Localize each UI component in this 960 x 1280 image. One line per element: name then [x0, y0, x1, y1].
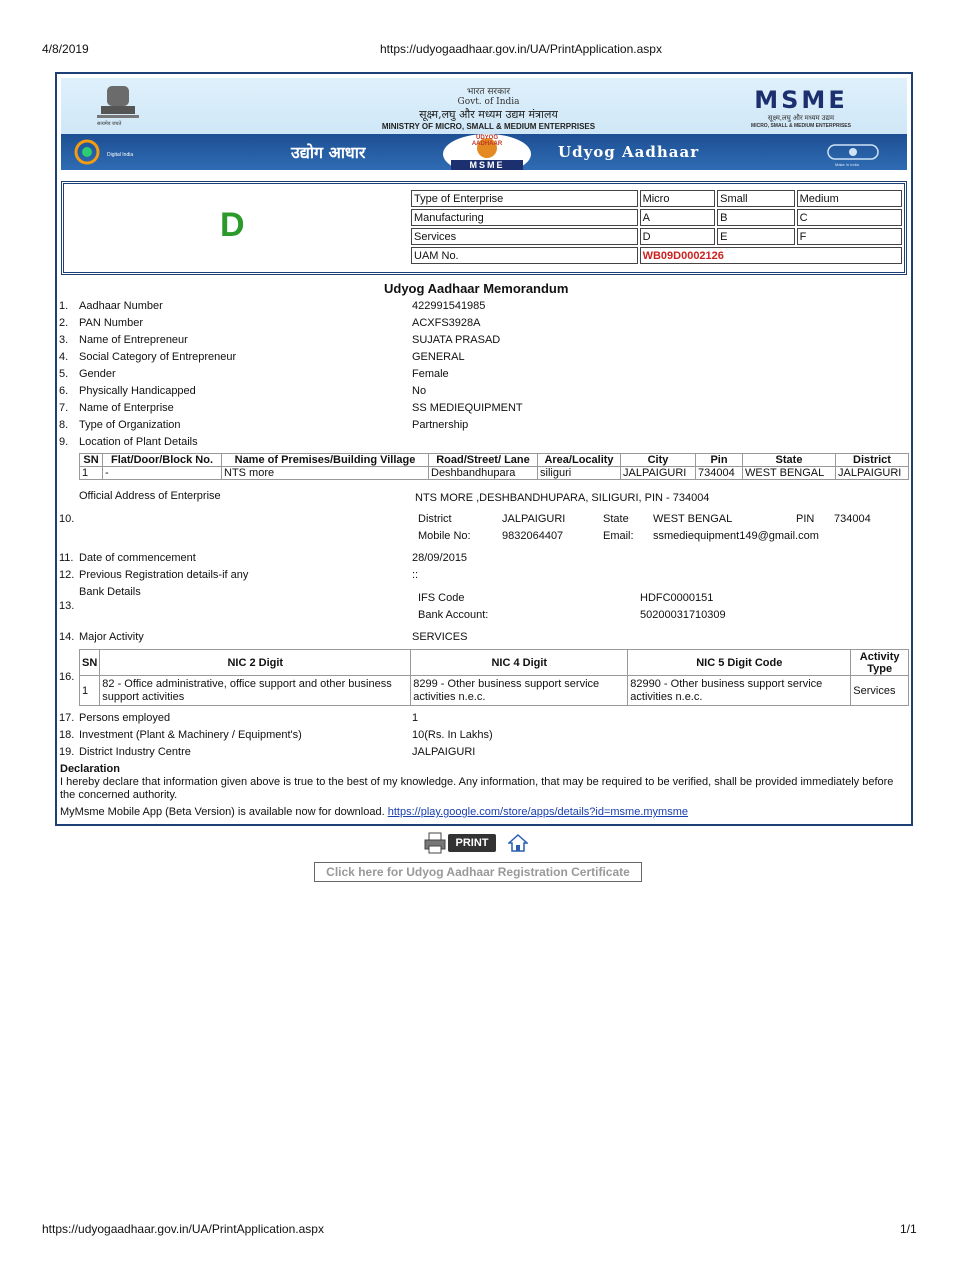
classification-row	[411, 209, 902, 226]
official-address-value: NTS MORE ,DESHBANDHUPARA, SILIGURI, PIN - 734004	[415, 492, 710, 504]
udyog-aadhaar-english: Udyog Aadhaar	[558, 143, 700, 161]
declaration-text: I hereby declare that information given above is true to the best of my knowledge. Any information, that may be required to be verified, shall be provided immediately before the concerned authority.	[60, 776, 894, 801]
memorandum-frame	[55, 72, 913, 826]
msme-subtitle: MICRO, SMALL & MEDIUM ENTERPRISES	[751, 123, 851, 129]
field-label: Physically Handicapped	[79, 385, 196, 397]
home-icon[interactable]	[508, 833, 528, 853]
column-header: NIC 2 Digit	[100, 650, 411, 676]
enterprise-classification-box	[61, 181, 907, 275]
field-label: Investment (Plant & Machinery / Equipment's)	[79, 729, 302, 741]
field-value: Partnership	[412, 419, 469, 431]
field-no: 19.	[59, 746, 75, 758]
udyog-aadhaar-band	[61, 134, 907, 170]
field-value: SERVICES	[412, 631, 468, 643]
table-cell: siliguri	[538, 467, 621, 480]
column-header: Flat/Door/Block No.	[103, 454, 222, 467]
hindi-govt: भारत सरकार	[466, 87, 511, 97]
field-label: Date of commencement	[79, 552, 196, 564]
table-cell: Services	[851, 676, 909, 706]
table-cell: 734004	[696, 467, 743, 480]
field-no: 11.	[59, 552, 74, 564]
field-no: 13.	[59, 600, 75, 612]
emblem-caption: सत्यमेव जयते	[97, 121, 122, 127]
field-value: No	[412, 385, 427, 397]
table-cell: 82 - Office administrative, office support and other business support activities	[100, 676, 411, 706]
state-label: State	[603, 513, 629, 525]
field-no: 5.	[59, 368, 69, 380]
column-header: Pin	[696, 454, 743, 467]
table-cell: 8299 - Other business support service activities n.e.c.	[411, 676, 628, 706]
field-no: 14.	[59, 631, 75, 643]
column-header: Name of Premises/Building Village	[222, 454, 429, 467]
table-header-row	[80, 650, 909, 676]
cls-cell: A	[640, 209, 716, 226]
classification-table	[409, 188, 904, 266]
field-label: Aadhaar Number	[79, 300, 163, 312]
mobile-label: Mobile No:	[418, 530, 471, 542]
table-cell: JALPAIGURI	[621, 467, 696, 480]
field-label: Social Category of Entrepreneur	[79, 351, 237, 363]
footer-url: https://udyogaadhaar.gov.in/UA/PrintApplication.aspx	[42, 1222, 324, 1236]
field-no: 17.	[59, 712, 75, 724]
digital-india-logo-icon	[71, 138, 107, 166]
email-label: Email:	[603, 530, 634, 542]
cls-cell: D	[640, 228, 716, 245]
field-value: 10(Rs. In Lakhs)	[412, 729, 493, 741]
field-no: 4.	[59, 351, 69, 363]
ifs-label: IFS Code	[418, 592, 465, 604]
field-label: Previous Registration details-if any	[79, 569, 249, 581]
field-value: 1	[412, 712, 419, 724]
mobile-value: 9832064407	[502, 530, 564, 542]
field-label: District Industry Centre	[79, 746, 191, 758]
seal-top-text: UDYOG AADHAAR	[471, 135, 503, 147]
msme-logo: MSME	[754, 86, 848, 114]
field-label: Persons employed	[79, 712, 171, 724]
field-value: 28/09/2015	[412, 552, 468, 564]
print-date: 4/8/2019	[42, 42, 89, 56]
district-value: JALPAIGURI	[502, 513, 566, 525]
cls-cell: Medium	[797, 190, 902, 207]
memorandum-title: Udyog Aadhaar Memorandum	[384, 281, 569, 296]
uam-row	[411, 247, 902, 264]
field-value: 422991541985	[412, 300, 486, 312]
mobile-app-note	[60, 806, 688, 818]
print-url: https://udyogaadhaar.gov.in/UA/PrintApplication.aspx	[380, 42, 662, 56]
table-cell: Deshbandhupara	[429, 467, 538, 480]
hindi-ministry: सूक्ष्म,लघु और मध्यम उद्यम मंत्रालय	[419, 108, 558, 121]
declaration-title: Declaration	[60, 763, 120, 775]
state-value: WEST BENGAL	[653, 513, 733, 525]
msme-hindi: सूक्ष्म,लघु और मध्यम उद्यम	[767, 115, 835, 122]
column-header: Area/Locality	[538, 454, 621, 467]
table-cell: 1	[80, 467, 103, 480]
uam-label: UAM No.	[411, 247, 638, 264]
cls-cell: B	[717, 209, 795, 226]
ministry-name: MINISTRY OF MICRO, SMALL & MEDIUM ENTERPRISES	[381, 122, 596, 131]
column-header: NIC 5 Digit Code	[628, 650, 851, 676]
ifs-value: HDFC0000151	[640, 592, 714, 604]
cls-cell: Small	[717, 190, 795, 207]
field-label: Major Activity	[79, 631, 144, 643]
plant-location-table	[79, 453, 909, 480]
cls-cell: Micro	[640, 190, 716, 207]
classification-row	[411, 228, 902, 245]
field-no: 10.	[59, 513, 75, 525]
field-label: Type of Organization	[79, 419, 181, 431]
field-no: 8.	[59, 419, 69, 431]
cls-cell: C	[797, 209, 902, 226]
column-header: SN	[80, 650, 100, 676]
cls-cell: Services	[411, 228, 638, 245]
field-no: 2.	[59, 317, 69, 329]
pin-value: 734004	[834, 513, 871, 525]
field-value: JALPAIGURI	[412, 746, 476, 758]
field-no: 9.	[59, 436, 69, 448]
field-value: ACXFS3928A	[412, 317, 481, 329]
official-address-label: Official Address of Enterprise	[79, 490, 221, 502]
mobile-app-link[interactable]: https://play.google.com/store/apps/details?id=msme.mymsme	[387, 806, 689, 818]
cls-cell: Manufacturing	[411, 209, 638, 226]
field-no: 16.	[59, 671, 75, 683]
column-header: SN	[80, 454, 103, 467]
govt-of-india: Govt. of India	[457, 97, 520, 107]
print-button[interactable]: PRINT	[448, 834, 496, 852]
column-header: City	[621, 454, 696, 467]
field-label: Location of Plant Details	[79, 436, 198, 448]
column-header: Road/Street/ Lane	[429, 454, 538, 467]
classification-row	[411, 190, 902, 207]
cls-cell: Type of Enterprise	[411, 190, 638, 207]
field-value: Female	[412, 368, 449, 380]
table-cell: NTS more	[222, 467, 429, 480]
pin-label: PIN	[796, 513, 815, 525]
field-no: 7.	[59, 402, 69, 414]
district-label: District	[418, 513, 452, 525]
udyog-aadhaar-hindi: उद्योग आधार	[291, 143, 366, 162]
account-value: 50200031710309	[640, 609, 726, 621]
field-no: 3.	[59, 334, 69, 346]
nic-activity-table	[79, 649, 909, 706]
field-no: 1.	[59, 300, 69, 312]
column-header: District	[836, 454, 909, 467]
printer-icon[interactable]	[424, 832, 446, 854]
column-header: NIC 4 Digit	[411, 650, 628, 676]
field-no: 18.	[59, 729, 75, 741]
column-header: State	[743, 454, 836, 467]
mobile-app-text: MyMsme Mobile App (Beta Version) is available now for download.	[60, 806, 385, 818]
column-header: Activity Type	[851, 650, 909, 676]
bank-details-label: Bank Details	[79, 586, 141, 598]
cls-cell: E	[717, 228, 795, 245]
table-header-row	[80, 454, 909, 467]
seal-bottom-text: MSME	[469, 160, 505, 170]
field-no: 6.	[59, 385, 69, 397]
gov-banner	[61, 78, 907, 134]
page-count: 1/1	[900, 1222, 917, 1236]
table-cell: -	[103, 467, 222, 480]
field-value: ::	[412, 569, 419, 581]
field-value: SS MEDIEQUIPMENT	[412, 402, 523, 414]
table-cell: 82990 - Other business support service activities n.e.c.	[628, 676, 851, 706]
field-label: Name of Entrepreneur	[79, 334, 188, 346]
table-cell: 1	[80, 676, 100, 706]
field-value: SUJATA PRASAD	[412, 334, 501, 346]
field-no: 12.	[59, 569, 75, 581]
registration-certificate-button[interactable]: Click here for Udyog Aadhaar Registration Certificate	[314, 862, 642, 882]
make-in-india-logo-icon	[827, 142, 879, 162]
category-letter: D	[220, 206, 245, 244]
table-cell: WEST BENGAL	[743, 467, 836, 480]
field-value: GENERAL	[412, 351, 465, 363]
email-value: ssmediequipment149@gmail.com	[653, 530, 819, 542]
digital-india-caption: Digital India	[107, 152, 134, 158]
table-row	[80, 467, 909, 480]
field-label: PAN Number	[79, 317, 143, 329]
field-label: Gender	[79, 368, 116, 380]
cls-cell: F	[797, 228, 902, 245]
uam-number: WB09D0002126	[640, 247, 902, 264]
account-label: Bank Account:	[418, 609, 489, 621]
table-cell: JALPAIGURI	[836, 467, 909, 480]
make-in-india-caption: Make in India	[835, 162, 859, 167]
field-label: Name of Enterprise	[79, 402, 174, 414]
table-row	[80, 676, 909, 706]
